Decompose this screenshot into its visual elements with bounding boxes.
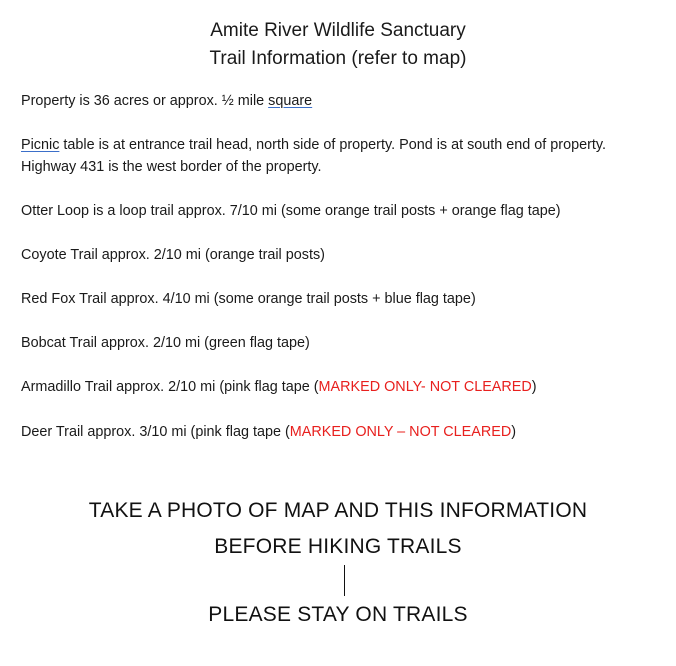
page-subtitle: Trail Information (refer to map) — [209, 48, 467, 69]
property-paragraph — [21, 90, 666, 112]
trail-paragraph — [21, 244, 666, 266]
trail-paragraph — [21, 376, 666, 398]
property-text: Property is 36 acres or approx. ½ mile — [21, 93, 269, 109]
trail-warning: MARKED ONLY – NOT CLEARED — [289, 424, 512, 440]
trail-paragraph — [21, 200, 666, 222]
trail-suffix: ) — [531, 379, 537, 395]
trail-text: Coyote Trail approx. 2/10 mi (orange trail posts) — [21, 247, 325, 263]
spellcheck-flagged-word[interactable]: square — [268, 93, 313, 109]
trail-text: Otter Loop is a loop trail approx. 7/10 mi (some orange trail posts + orange flag tape) — [21, 203, 561, 219]
page-title: Amite River Wildlife Sanctuary — [210, 20, 466, 41]
trail-text: Red Fox Trail approx. 4/10 mi (some orange trail posts + blue flag tape) — [21, 291, 476, 307]
trail-text: Deer Trail approx. 3/10 mi (pink flag tape ( — [21, 424, 290, 440]
layout-paragraph — [21, 134, 666, 156]
notice-line-3: PLEASE STAY ON TRAILS — [208, 603, 468, 626]
layout-paragraph-line-2: Highway 431 is the west border of the property. — [21, 159, 322, 175]
trail-paragraph — [21, 332, 666, 354]
trail-paragraph — [21, 421, 666, 443]
spellcheck-flagged-word[interactable]: Picnic — [21, 137, 60, 153]
trail-text: Bobcat Trail approx. 2/10 mi (green flag tape) — [21, 335, 310, 351]
trail-text: Armadillo Trail approx. 2/10 mi (pink flag tape ( — [21, 379, 319, 395]
trail-paragraph — [21, 288, 666, 310]
notice-line-2: BEFORE HIKING TRAILS — [214, 535, 462, 558]
notice-line-1: TAKE A PHOTO OF MAP AND THIS INFORMATION — [88, 499, 588, 522]
trail-warning: MARKED ONLY- NOT CLEARED — [318, 379, 532, 395]
trail-suffix: ) — [511, 424, 517, 440]
text-cursor — [344, 565, 345, 596]
layout-text: table is at entrance trail head, north side of property. Pond is at south end of property. — [59, 137, 607, 153]
